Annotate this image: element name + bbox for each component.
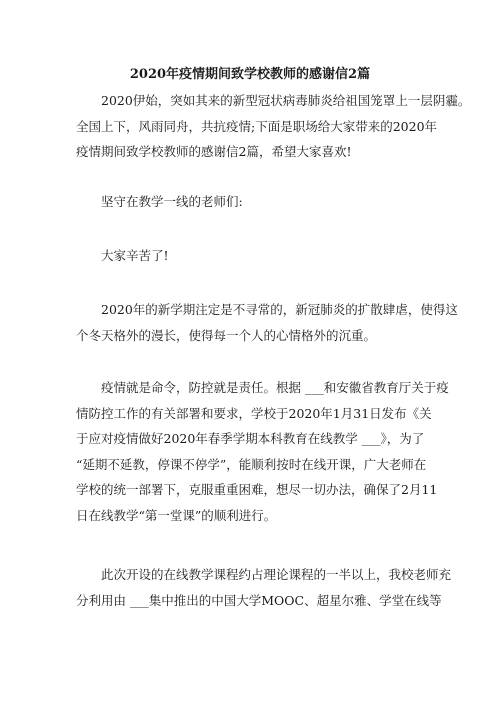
paragraph-line: 2020伊始，突如其来的新型冠状病毒肺炎给祖国笼罩上一层阴霾。 bbox=[101, 93, 471, 108]
paragraph-line: 学校的统一部署下，克服重重困难，想尽一切办法，确保了2月11 bbox=[76, 482, 438, 497]
paragraph-line: 个冬天格外的漫长，使得每一个人的心情格外的沉重。 bbox=[76, 327, 377, 343]
paragraph-epidemic-command bbox=[76, 375, 449, 528]
paragraph-line: 疫情就是命令，防控就是责任。根据 ___和安徽省教育厅关于疫 bbox=[101, 380, 449, 395]
paragraph-line: 全国上下，风雨同舟，共抗疫情;下面是职场给大家带来的2020年 bbox=[76, 118, 438, 134]
paragraph-line: 2020年的新学期注定是不寻常的，新冠肺炎的扩散肆虐，使得这 bbox=[101, 302, 458, 317]
paragraph-line: 此次开设的在线教学课程约占理论课程的一半以上，我校老师充 bbox=[101, 567, 452, 582]
paragraph-line: 日在线教学“第一堂课”的顺利进行。 bbox=[76, 507, 277, 523]
paragraph-line: 于应对疫情做好2020年春季学期本科教育在线教学 ___》，为了 bbox=[76, 431, 425, 446]
paragraph-line: 情防控工作的有关部署和要求，学校于2020年1月31日发布《关 bbox=[76, 405, 432, 421]
paragraph-line: “延期不延教，停课不停学”，能顺利按时在线开课，广大老师在 bbox=[76, 456, 427, 472]
paragraph-line: 大家辛苦了! bbox=[101, 248, 169, 263]
paragraph-salutation bbox=[76, 189, 434, 215]
paragraph-line: 坚守在教学一线的老师们: bbox=[101, 194, 243, 209]
paragraph-greeting bbox=[76, 243, 434, 269]
paragraph-online-courses bbox=[76, 562, 452, 613]
document-title: 2020年疫情期间致学校教师的感谢信2篇 bbox=[129, 67, 371, 82]
paragraph-intro bbox=[76, 88, 471, 165]
paragraph-line: 分利用由 ___集中推出的中国大学MOOC、超星尔雅、学堂在线等 bbox=[76, 592, 442, 608]
paragraph-line: 疫情期间致学校教师的感谢信2篇，希望大家喜欢! bbox=[76, 144, 352, 159]
paragraph-semester bbox=[76, 297, 458, 348]
